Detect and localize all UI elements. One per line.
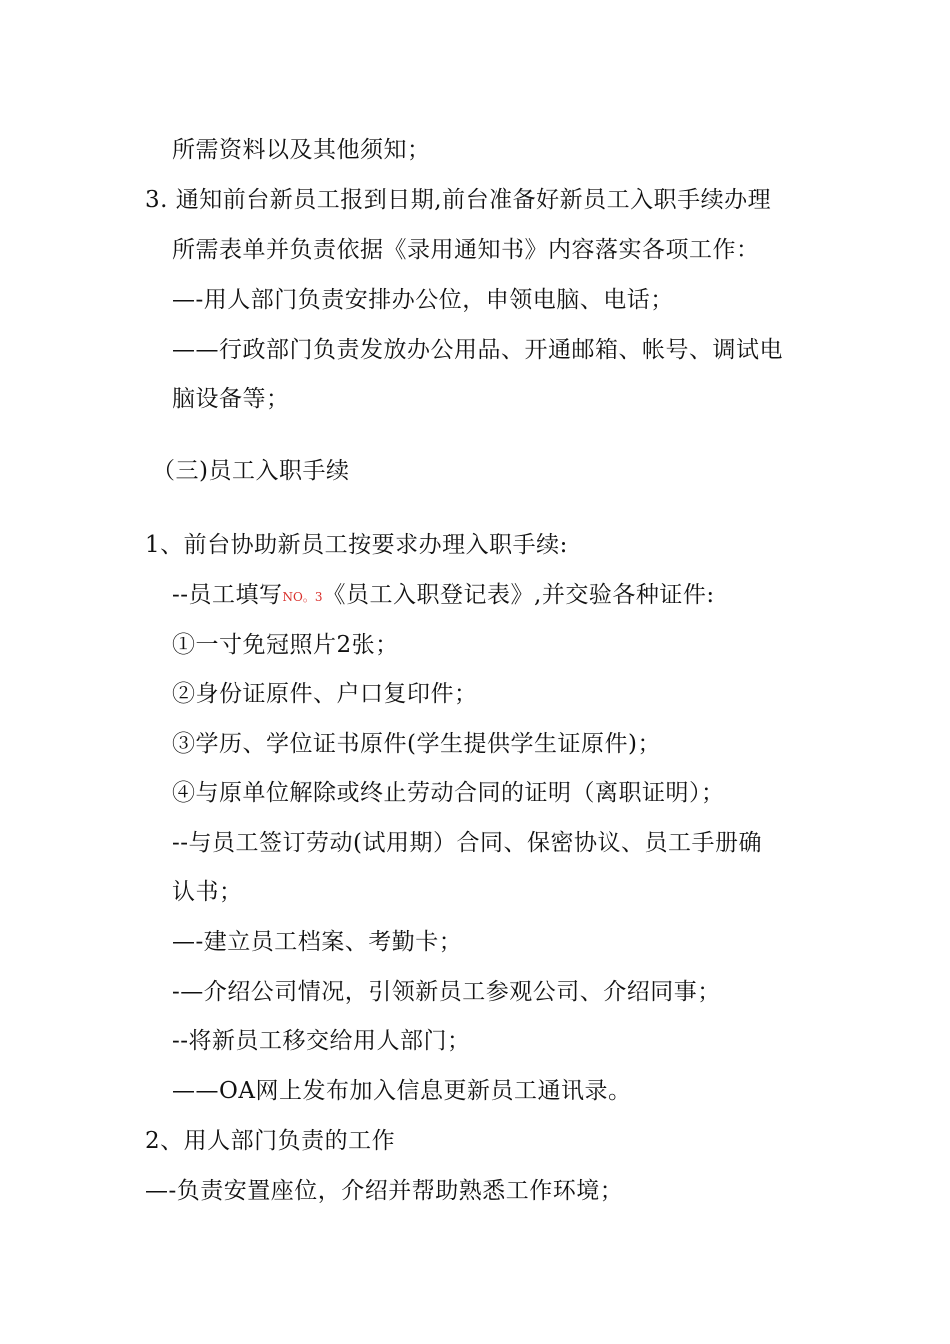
dash-item: --将新员工移交给用人部门； bbox=[172, 1028, 471, 1054]
form-number: NO。3 bbox=[282, 590, 323, 604]
list-item: ②身份证原件、户口复印件； bbox=[172, 681, 478, 707]
fill-prefix: --员工填写 bbox=[172, 582, 283, 608]
section-heading: （三)员工入职手续 bbox=[152, 458, 350, 484]
list-item: ①一寸免冠照片2张； bbox=[172, 632, 399, 658]
dash-item: --与员工签订劳动(试用期）合同、保密协议、员工手册确 bbox=[172, 830, 763, 856]
dash-item: ——OA网上发布加入信息更新员工通讯录。 bbox=[172, 1078, 632, 1104]
dash-item: —-负责安置座位，介绍并帮助熟悉工作环境； bbox=[145, 1178, 624, 1204]
form-title: 《员工入职登记表》,并交验各种证件: bbox=[322, 582, 715, 608]
numbered-item-3: 3. 通知前台新员工报到日期,前台准备好新员工入职手续办理 bbox=[145, 187, 772, 213]
text-line: 认书； bbox=[172, 879, 243, 905]
dash-item: —-用人部门负责安排办公位，申领电脑、电话； bbox=[172, 287, 674, 313]
dash-item bbox=[172, 580, 715, 612]
dash-item: -—介绍公司情况，引领新员工参观公司、介绍同事； bbox=[172, 979, 721, 1005]
dash-item: ——行政部门负责发放办公用品、开通邮箱、帐号、调试电 bbox=[172, 337, 783, 363]
list-item: ④与原单位解除或终止劳动合同的证明（离职证明）； bbox=[172, 780, 725, 806]
text-line: 所需资料以及其他须知； bbox=[172, 137, 431, 163]
list-item: ③学历、学位证书原件(学生提供学生证原件)； bbox=[172, 731, 661, 757]
numbered-item-1: 1、前台协助新员工按要求办理入职手续: bbox=[145, 532, 568, 558]
numbered-item-2: 2、用人部门负责的工作 bbox=[145, 1128, 396, 1154]
text-line: 所需表单并负责依据《录用通知书》内容落实各项工作： bbox=[172, 237, 760, 263]
dash-item: —-建立员工档案、考勤卡； bbox=[172, 929, 463, 955]
text-line: 脑设备等； bbox=[172, 386, 290, 412]
